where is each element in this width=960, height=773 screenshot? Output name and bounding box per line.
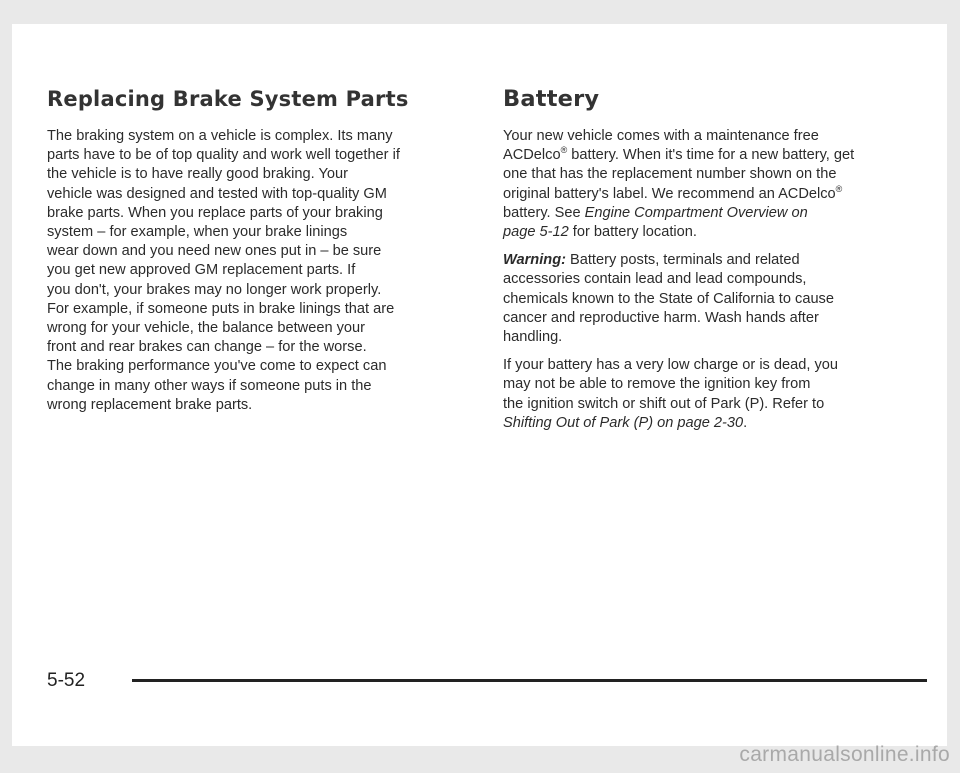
text-line: If your battery has a very low charge or is dead, you	[503, 357, 839, 374]
text-line: brake parts. When you replace parts of your braking	[47, 204, 383, 221]
text-line: The braking performance you've come to expect can	[47, 358, 387, 375]
text-line: chemicals known to the State of California to cause	[503, 290, 834, 307]
footer-rule	[132, 679, 927, 682]
cross-reference-page[interactable]: page 5-12	[503, 224, 569, 241]
section-title-brake-parts: Replacing Brake System Parts	[47, 87, 409, 111]
cross-reference-engine-compartment[interactable]: Engine Compartment Overview on	[584, 204, 808, 221]
text-line: front and rear brakes can change – for the worse.	[47, 339, 367, 356]
text-segment: original battery's label. We recommend an ACDelco	[503, 185, 836, 202]
text-line: may not be able to remove the ignition key from	[503, 376, 811, 393]
text-segment: battery. See	[503, 204, 585, 221]
registered-mark: ®	[835, 183, 843, 194]
text-line: handling.	[503, 329, 563, 346]
brand-name: ACDelco	[503, 147, 561, 164]
text-line: For example, if someone puts in brake linings that are	[47, 300, 395, 317]
text-segment: for battery location.	[568, 224, 697, 241]
text-segment: Battery posts, terminals and related	[565, 252, 800, 269]
battery-section	[503, 86, 923, 442]
text-line	[503, 251, 923, 270]
cross-reference-shifting-out-of-park[interactable]: Shifting Out of Park (P) on page 2-30	[503, 414, 744, 431]
text-line: the vehicle is to have really good braking. Your	[47, 166, 348, 183]
battery-warning-paragraph	[503, 251, 923, 347]
page-number: 5-52	[47, 670, 86, 691]
text-line: wear down and you need new ones put in – be sure	[47, 243, 382, 260]
text-line: accessories contain lead and lead compounds,	[503, 271, 807, 288]
text-segment: battery. When it's time for a new battery, get	[567, 147, 855, 164]
text-line: change in many other ways if someone puts in the	[47, 377, 372, 394]
battery-low-charge-paragraph	[503, 356, 923, 433]
section-title-battery: Battery	[503, 86, 600, 112]
text-line: you don't, your brakes may no longer work properly.	[47, 281, 382, 298]
page-footer	[47, 667, 927, 697]
registered-mark: ®	[560, 145, 568, 156]
battery-paragraph-replacement	[503, 127, 923, 242]
text-line: wrong for your vehicle, the balance between your	[47, 320, 366, 337]
warning-label: Warning:	[503, 252, 566, 269]
text-line	[503, 146, 923, 165]
text-line	[503, 204, 923, 223]
brake-parts-section	[47, 86, 472, 424]
text-line: system – for example, when your brake linings	[47, 224, 348, 241]
text-line: parts have to be of top quality and work well together if	[47, 147, 400, 164]
text-line	[503, 185, 923, 204]
text-line	[503, 223, 923, 242]
manual-page	[12, 24, 947, 746]
brake-parts-paragraph	[47, 127, 472, 415]
text-line: Your new vehicle comes with a maintenance free	[503, 128, 819, 144]
text-line: cancer and reproductive harm. Wash hands after	[503, 309, 819, 326]
text-segment: .	[743, 414, 748, 431]
text-line: one that has the replacement number shown on the	[503, 166, 837, 183]
text-line: the ignition switch or shift out of Park (P). Refer to	[503, 395, 825, 412]
text-line: vehicle was designed and tested with top-quality GM	[47, 185, 387, 202]
site-watermark: carmanualsonline.info	[739, 743, 950, 766]
text-line	[503, 414, 923, 433]
text-line: wrong replacement brake parts.	[47, 396, 253, 413]
text-line: The braking system on a vehicle is complex. Its many	[47, 128, 393, 144]
text-line: you get new approved GM replacement parts. If	[47, 262, 356, 279]
